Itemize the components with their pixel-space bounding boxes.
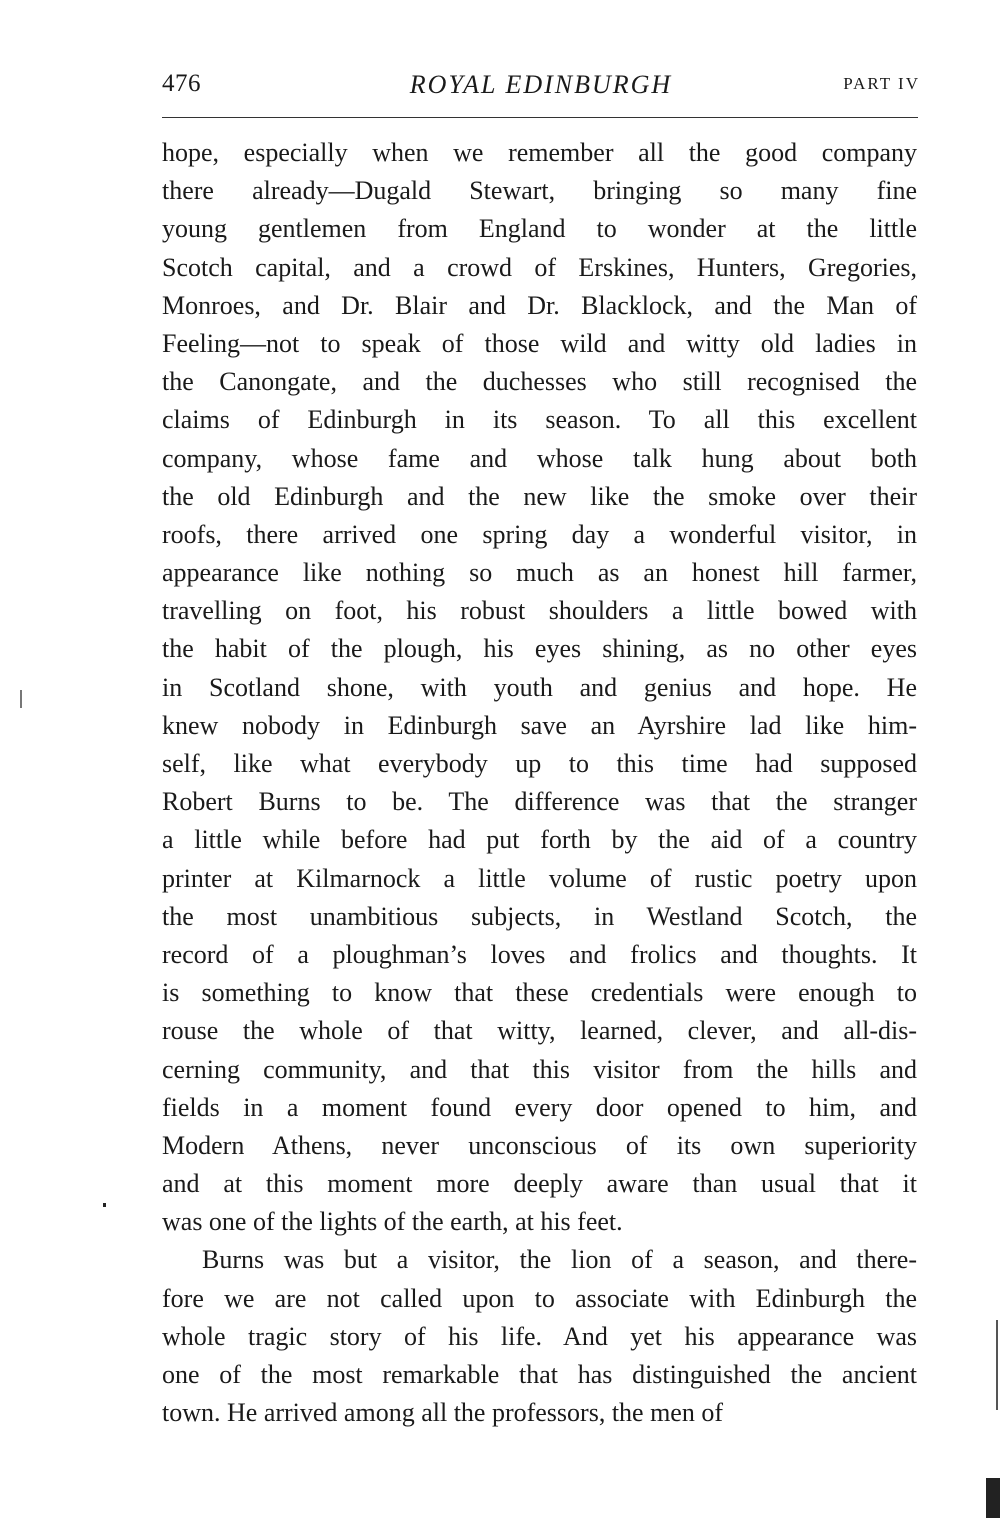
text-line: Robert Burns to be. The difference was that the stranger: [162, 787, 917, 817]
scan-speck: [20, 690, 22, 708]
text-line: one of the most remarkable that has distinguished the ancient: [162, 1360, 917, 1389]
text-line: fields in a moment found every door opened to him, and: [162, 1092, 917, 1122]
text-line: printer at Kilmarnock a little volume of rustic poetry upon: [162, 863, 917, 893]
text-line: record of a ploughman’s loves and frolics and thoughts. It: [162, 939, 917, 969]
scan-speck: [986, 1478, 1000, 1518]
text-line: self, like what everybody up to this time had supposed: [162, 749, 917, 778]
text-line: roofs, there arrived one spring day a wonderful visitor, in: [162, 519, 917, 549]
part-label: PART IV: [843, 74, 920, 93]
text-line: young gentlemen from England to wonder at the little: [162, 214, 917, 244]
text-line: claims of Edinburgh in its season. To all this excellent: [162, 405, 917, 435]
text-line: Feeling—not to speak of those wild and witty old ladies in: [162, 328, 917, 358]
running-head: [162, 70, 920, 110]
text-line: town. He arrived among all the professors, the men of: [162, 1398, 724, 1428]
text-line: Modern Athens, never unconscious of its own superiority: [162, 1130, 917, 1160]
book-title: ROYAL EDINBURGH: [409, 70, 673, 99]
text-line: the most unambitious subjects, in Westland Scotch, the: [162, 901, 917, 931]
text-line: is something to know that these credentials were enough to: [162, 978, 917, 1008]
body-text: [162, 134, 917, 1432]
text-line: a little while before had put forth by the aid of a country: [162, 825, 917, 855]
text-line: Monroes, and Dr. Blair and Dr. Blacklock, and the Man of: [162, 290, 917, 320]
text-line: the habit of the plough, his eyes shining, as no other eyes: [162, 634, 917, 664]
page-number: 476: [162, 70, 201, 97]
text-line: Burns was but a visitor, the lion of a season, and there-: [202, 1245, 917, 1275]
text-line: in Scotland shone, with youth and genius and hope. He: [162, 672, 917, 702]
text-line: rouse the whole of that witty, learned, clever, and all-dis-: [162, 1016, 917, 1046]
paragraph: [162, 134, 917, 1241]
text-line: was one of the lights of the earth, at his feet.: [162, 1207, 623, 1237]
scan-speck: [996, 1320, 998, 1410]
text-line: travelling on foot, his robust shoulders a little bowed with: [162, 596, 917, 626]
text-line: knew nobody in Edinburgh save an Ayrshire lad like him-: [162, 710, 917, 740]
text-line: the old Edinburgh and the new like the smoke over their: [162, 481, 917, 511]
scan-speck: [103, 1203, 106, 1207]
text-line: company, whose fame and whose talk hung about both: [162, 443, 917, 473]
text-line: appearance like nothing so much as an honest hill farmer,: [162, 558, 917, 588]
text-line: hope, especially when we remember all the good company: [162, 138, 917, 167]
text-line: whole tragic story of his life. And yet his appearance was: [162, 1321, 917, 1351]
text-line: and at this moment more deeply aware than usual that it: [162, 1169, 917, 1199]
paragraph: [162, 1241, 917, 1432]
text-line: fore we are not called upon to associate with Edinburgh the: [162, 1283, 917, 1313]
text-line: cerning community, and that this visitor from the hills and: [162, 1054, 917, 1084]
header-rule: [162, 117, 918, 118]
text-line: Scotch capital, and a crowd of Erskines, Hunters, Gregories,: [162, 252, 917, 282]
text-line: there already—Dugald Stewart, bringing so many fine: [162, 176, 917, 206]
text-line: the Canongate, and the duchesses who still recognised the: [162, 367, 917, 397]
